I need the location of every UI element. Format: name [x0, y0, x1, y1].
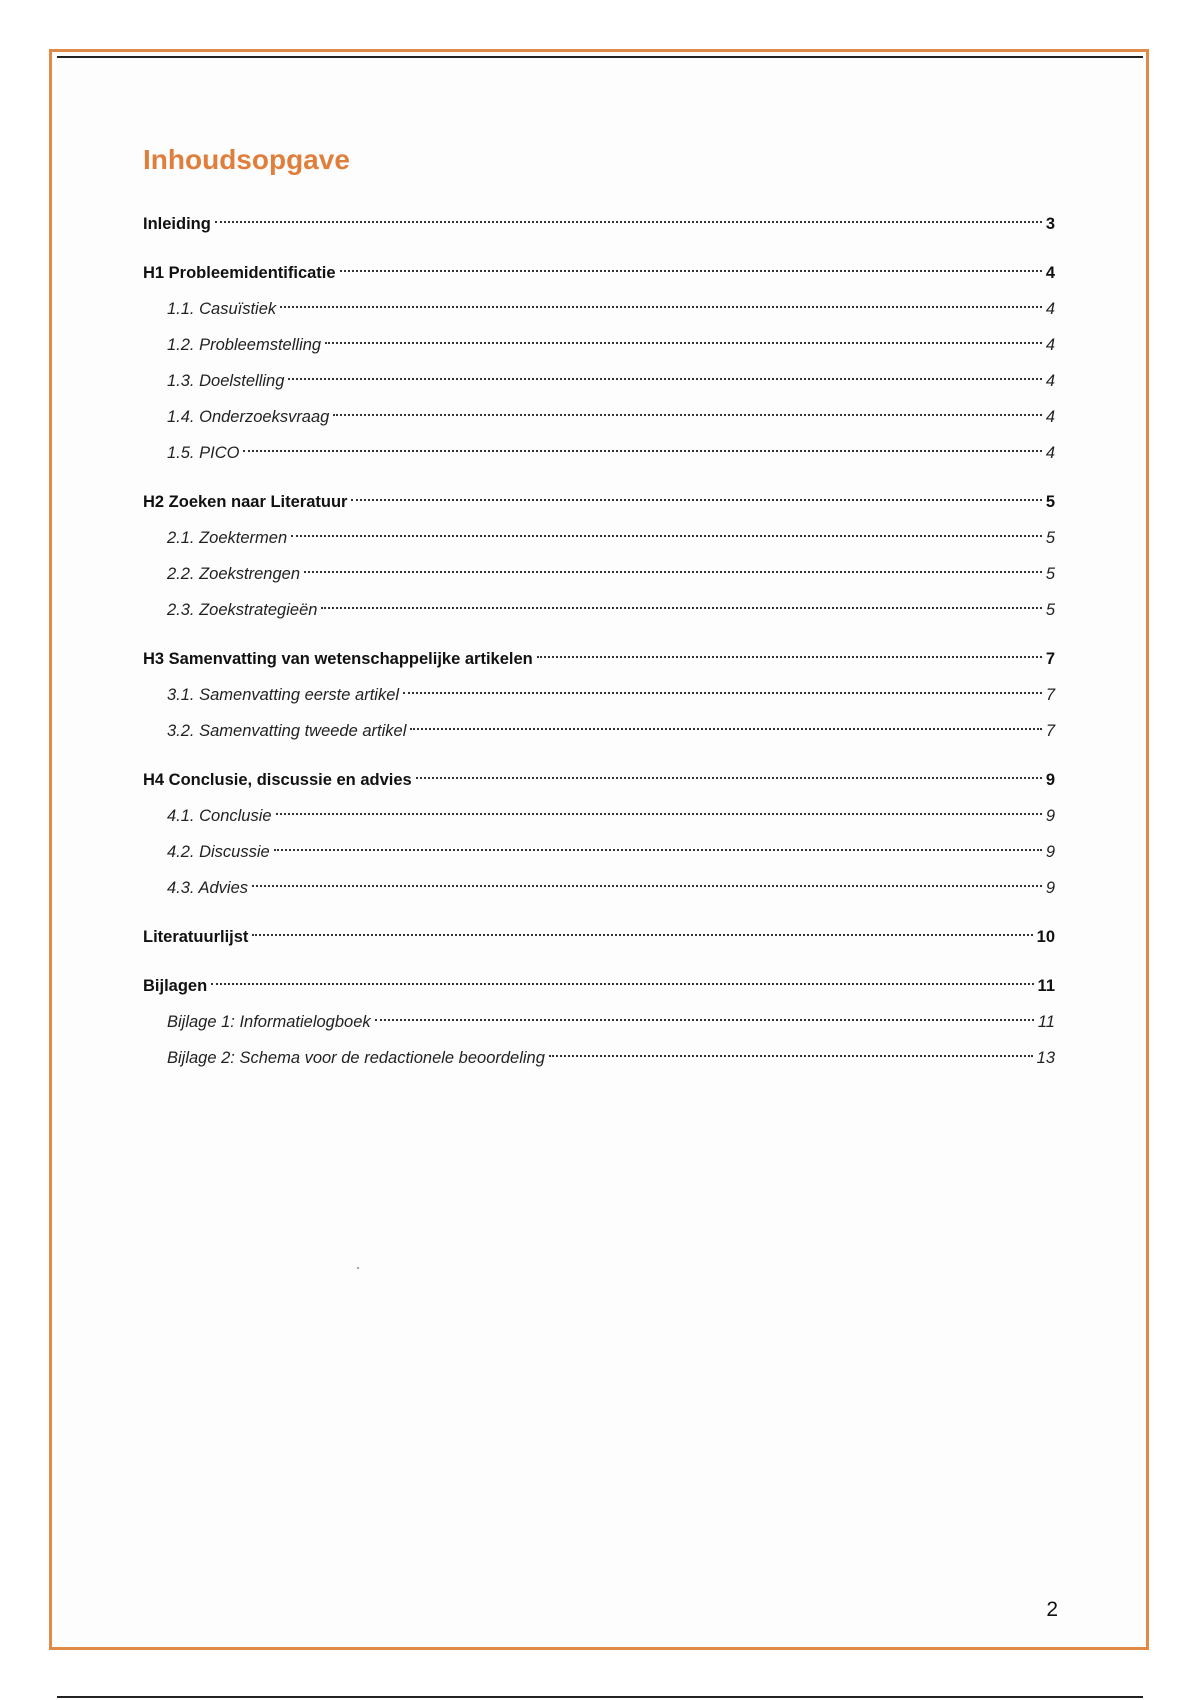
toc-entry-chapter[interactable] — [143, 641, 1055, 677]
toc-entry-page: 5 — [1045, 493, 1055, 511]
toc-entry-page: 10 — [1036, 928, 1055, 946]
toc-entry-label: H3 Samenvatting van wetenschappelijke artikelen — [143, 650, 533, 668]
toc-entry-chapter[interactable] — [143, 484, 1055, 520]
toc-entry-chapter[interactable] — [143, 919, 1055, 955]
toc-entry-label: 1.5. PICO — [167, 444, 240, 462]
toc-entry-label: 1.4. Onderzoeksvraag — [167, 408, 330, 426]
toc-entry-section[interactable] — [143, 870, 1055, 906]
dot-leader — [321, 607, 1041, 609]
toc-entry-section[interactable] — [143, 399, 1055, 435]
toc-entry-page: 9 — [1045, 843, 1055, 861]
dot-leader — [211, 983, 1033, 985]
toc-entry-page: 5 — [1045, 529, 1055, 547]
toc-entry-chapter[interactable] — [143, 206, 1055, 242]
toc-entry-label: 4.2. Discussie — [167, 843, 270, 861]
toc-entry-page: 4 — [1045, 408, 1055, 426]
dot-leader — [252, 934, 1032, 936]
toc-entry-label: Bijlage 2: Schema voor de redactionele beoordeling — [167, 1049, 545, 1067]
toc-entry-label: 3.1. Samenvatting eerste artikel — [167, 686, 400, 704]
toc-entry-page: 13 — [1036, 1049, 1055, 1067]
toc-entry-page: 9 — [1045, 807, 1055, 825]
toc-entry-label: 2.1. Zoektermen — [167, 529, 288, 547]
toc-entry-label: Bijlage 1: Informatielogboek — [167, 1013, 371, 1031]
dot-leader — [410, 728, 1041, 730]
toc-entry-label: 1.1. Casuïstiek — [167, 300, 277, 318]
dot-leader — [280, 306, 1042, 308]
toc-entry-chapter[interactable] — [143, 762, 1055, 798]
dot-leader — [340, 270, 1042, 272]
toc-entry-page: 4 — [1045, 372, 1055, 390]
toc-entry-page: 9 — [1045, 879, 1055, 897]
table-of-contents — [143, 200, 1055, 1076]
toc-entry-label: Literatuurlijst — [143, 928, 249, 946]
toc-entry-section[interactable] — [143, 556, 1055, 592]
dot-leader — [375, 1019, 1034, 1021]
dot-leader — [252, 885, 1042, 887]
toc-entry-page: 9 — [1045, 771, 1055, 789]
header-rule — [57, 56, 1143, 58]
toc-entry-page: 4 — [1045, 444, 1055, 462]
toc-entry-page: 7 — [1045, 722, 1055, 740]
toc-entry-section[interactable] — [143, 1004, 1055, 1040]
dot-leader — [403, 692, 1042, 694]
dot-leader — [291, 535, 1042, 537]
toc-entry-page: 5 — [1045, 565, 1055, 583]
toc-entry-section[interactable] — [143, 435, 1055, 471]
toc-entry-label: 2.3. Zoekstrategieën — [167, 601, 318, 619]
toc-entry-label: 1.3. Doelstelling — [167, 372, 285, 390]
toc-entry-page: 11 — [1037, 977, 1055, 995]
toc-entry-section[interactable] — [143, 834, 1055, 870]
toc-heading: Inhoudsopgave — [143, 144, 350, 175]
toc-entry-section[interactable] — [143, 1040, 1055, 1076]
dot-leader — [304, 571, 1042, 573]
dot-leader — [288, 378, 1041, 380]
toc-entry-section[interactable] — [143, 520, 1055, 556]
page-number: 2 — [1046, 1598, 1058, 1621]
toc-entry-label: 2.2. Zoekstrengen — [167, 565, 300, 583]
toc-entry-label: H1 Probleemidentificatie — [143, 264, 336, 282]
toc-entry-label: 3.2. Samenvatting tweede artikel — [167, 722, 407, 740]
footer-rule — [57, 1696, 1143, 1698]
dot-leader — [276, 813, 1042, 815]
toc-entry-page: 4 — [1045, 336, 1055, 354]
toc-entry-section[interactable] — [143, 592, 1055, 628]
toc-entry-page: 5 — [1045, 601, 1055, 619]
toc-entry-page: 7 — [1045, 650, 1055, 668]
toc-entry-section[interactable] — [143, 291, 1055, 327]
dot-leader — [325, 342, 1042, 344]
toc-entry-chapter[interactable] — [143, 968, 1055, 1004]
toc-entry-section[interactable] — [143, 363, 1055, 399]
toc-entry-label: 1.2. Probleemstelling — [167, 336, 322, 354]
dot-leader — [351, 499, 1041, 501]
dot-leader — [549, 1055, 1033, 1057]
toc-entry-page: 4 — [1045, 300, 1055, 318]
stray-mark — [357, 1267, 359, 1269]
toc-entry-label: H2 Zoeken naar Literatuur — [143, 493, 348, 511]
toc-entry-label: Inleiding — [143, 215, 211, 233]
toc-entry-section[interactable] — [143, 798, 1055, 834]
toc-entry-label: 4.3. Advies — [167, 879, 249, 897]
toc-entry-label: 4.1. Conclusie — [167, 807, 272, 825]
toc-entry-label: Bijlagen — [143, 977, 208, 995]
dot-leader — [416, 777, 1042, 779]
toc-entry-page: 11 — [1037, 1013, 1055, 1031]
dot-leader — [243, 450, 1041, 452]
toc-entry-label: H4 Conclusie, discussie en advies — [143, 771, 412, 789]
toc-entry-section[interactable] — [143, 713, 1055, 749]
dot-leader — [215, 221, 1042, 223]
dot-leader — [274, 849, 1042, 851]
dot-leader — [537, 656, 1042, 658]
dot-leader — [333, 414, 1041, 416]
toc-entry-chapter[interactable] — [143, 255, 1055, 291]
toc-entry-section[interactable] — [143, 677, 1055, 713]
toc-entry-page: 3 — [1045, 215, 1055, 233]
toc-entry-page: 7 — [1045, 686, 1055, 704]
toc-entry-page: 4 — [1045, 264, 1055, 282]
toc-entry-section[interactable] — [143, 327, 1055, 363]
